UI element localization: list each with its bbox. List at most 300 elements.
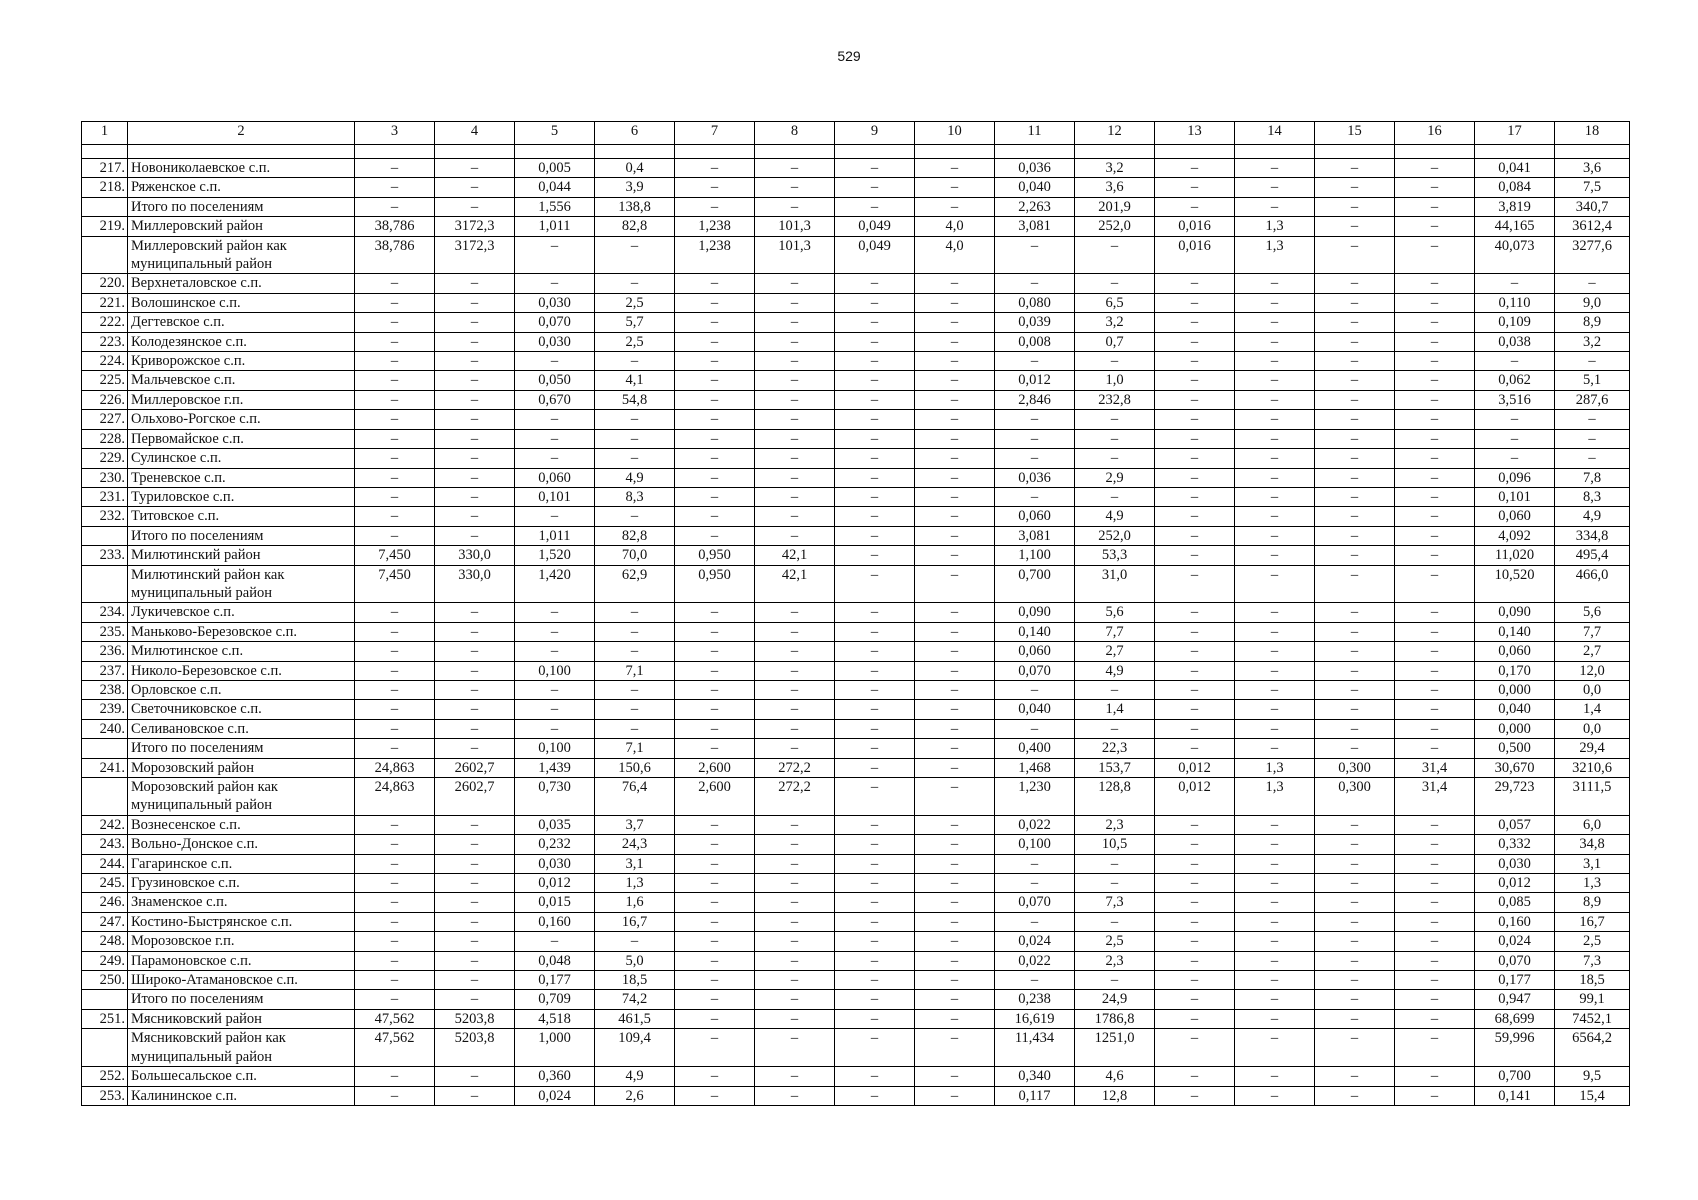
- value-cell: –: [1315, 893, 1395, 912]
- value-cell: –: [1235, 854, 1315, 873]
- value-cell: –: [1315, 642, 1395, 661]
- value-cell: –: [1155, 912, 1235, 931]
- settlement-name-cell: Костино-Быстрянское с.п.: [128, 912, 355, 931]
- value-cell: 0,700: [1475, 1067, 1555, 1086]
- value-cell: 2,3: [1075, 951, 1155, 970]
- value-cell: –: [835, 159, 915, 178]
- value-cell: 1,100: [995, 546, 1075, 565]
- value-cell: 232,8: [1075, 390, 1155, 409]
- value-cell: –: [995, 236, 1075, 274]
- value-cell: 0,060: [1475, 642, 1555, 661]
- value-cell: –: [755, 526, 835, 545]
- value-cell: –: [755, 1086, 835, 1105]
- value-cell: –: [1395, 507, 1475, 526]
- value-cell: 0,117: [995, 1086, 1075, 1105]
- table-row: [82, 971, 1630, 990]
- value-cell: 5,6: [1555, 603, 1630, 622]
- value-cell: –: [355, 603, 435, 622]
- value-cell: 0,012: [995, 371, 1075, 390]
- value-cell: –: [995, 854, 1075, 873]
- value-cell: –: [1155, 313, 1235, 332]
- value-cell: 4,1: [595, 371, 675, 390]
- column-header: 7: [675, 122, 755, 145]
- value-cell: –: [1075, 680, 1155, 699]
- value-cell: 31,4: [1395, 778, 1475, 816]
- value-cell: –: [915, 487, 995, 506]
- value-cell: –: [915, 778, 995, 816]
- value-cell: –: [515, 622, 595, 641]
- table-row: [82, 990, 1630, 1009]
- value-cell: –: [1155, 526, 1235, 545]
- value-cell: –: [355, 178, 435, 197]
- value-cell: –: [1395, 197, 1475, 216]
- table-row: [82, 893, 1630, 912]
- value-cell: –: [835, 778, 915, 816]
- row-number-cell: 227.: [82, 410, 128, 429]
- value-cell: –: [1315, 390, 1395, 409]
- table-row: [82, 1086, 1630, 1105]
- spacer-cell: [82, 145, 128, 159]
- value-cell: –: [1235, 410, 1315, 429]
- value-cell: –: [915, 332, 995, 351]
- value-cell: –: [355, 661, 435, 680]
- value-cell: 4,092: [1475, 526, 1555, 545]
- column-header: 12: [1075, 122, 1155, 145]
- table-row: [82, 546, 1630, 565]
- row-number-cell: [82, 990, 128, 1009]
- row-number-cell: 238.: [82, 680, 128, 699]
- value-cell: –: [1395, 313, 1475, 332]
- value-cell: –: [915, 854, 995, 873]
- value-cell: –: [835, 893, 915, 912]
- value-cell: –: [515, 352, 595, 371]
- value-cell: 0,141: [1475, 1086, 1555, 1105]
- value-cell: –: [355, 487, 435, 506]
- value-cell: 0,044: [515, 178, 595, 197]
- value-cell: –: [1315, 700, 1395, 719]
- value-cell: –: [595, 932, 675, 951]
- value-cell: –: [595, 449, 675, 468]
- value-cell: –: [1395, 622, 1475, 641]
- value-cell: 7,7: [1555, 622, 1630, 641]
- value-cell: –: [1315, 468, 1395, 487]
- value-cell: –: [1235, 700, 1315, 719]
- value-cell: –: [1315, 546, 1395, 565]
- value-cell: –: [1155, 1009, 1235, 1028]
- value-cell: –: [355, 313, 435, 332]
- value-cell: –: [355, 371, 435, 390]
- value-cell: –: [435, 178, 515, 197]
- value-cell: –: [355, 449, 435, 468]
- value-cell: –: [915, 642, 995, 661]
- row-number-cell: 246.: [82, 893, 128, 912]
- table-row: [82, 739, 1630, 758]
- column-header: 4: [435, 122, 515, 145]
- settlement-name-cell: Светочниковское с.п.: [128, 700, 355, 719]
- value-cell: –: [755, 293, 835, 312]
- value-cell: 0,085: [1475, 893, 1555, 912]
- settlement-name-cell: Ольхово-Рогское с.п.: [128, 410, 355, 429]
- value-cell: 0,022: [995, 951, 1075, 970]
- value-cell: 5203,8: [435, 1029, 515, 1067]
- settlement-name-cell: Гагаринское с.п.: [128, 854, 355, 873]
- value-cell: 1,520: [515, 546, 595, 565]
- value-cell: 2,9: [1075, 468, 1155, 487]
- value-cell: –: [835, 526, 915, 545]
- settlement-name-cell: Милютинское с.п.: [128, 642, 355, 661]
- value-cell: 4,9: [1075, 507, 1155, 526]
- row-number-cell: [82, 526, 128, 545]
- row-number-cell: 236.: [82, 642, 128, 661]
- value-cell: 24,9: [1075, 990, 1155, 1009]
- table-row: [82, 526, 1630, 545]
- column-number-row: [82, 122, 1630, 145]
- value-cell: –: [915, 274, 995, 293]
- value-cell: 3,2: [1075, 159, 1155, 178]
- value-cell: –: [515, 274, 595, 293]
- value-cell: 0,040: [995, 178, 1075, 197]
- value-cell: –: [355, 835, 435, 854]
- value-cell: 38,786: [355, 236, 435, 274]
- table-row: [82, 487, 1630, 506]
- value-cell: –: [1235, 932, 1315, 951]
- value-cell: –: [675, 429, 755, 448]
- value-cell: –: [1155, 1029, 1235, 1067]
- value-cell: –: [595, 429, 675, 448]
- value-cell: –: [835, 390, 915, 409]
- row-number-cell: 242.: [82, 815, 128, 834]
- settlement-name-cell: Волошинское с.п.: [128, 293, 355, 312]
- row-number-cell: 228.: [82, 429, 128, 448]
- value-cell: 0,096: [1475, 468, 1555, 487]
- value-cell: –: [1315, 487, 1395, 506]
- value-cell: –: [1075, 429, 1155, 448]
- value-cell: –: [675, 507, 755, 526]
- value-cell: –: [1395, 874, 1475, 893]
- value-cell: –: [1315, 815, 1395, 834]
- column-header: 9: [835, 122, 915, 145]
- value-cell: –: [595, 603, 675, 622]
- value-cell: –: [1235, 313, 1315, 332]
- value-cell: 0,109: [1475, 313, 1555, 332]
- value-cell: 0,950: [675, 565, 755, 603]
- value-cell: –: [1155, 603, 1235, 622]
- value-cell: –: [1155, 507, 1235, 526]
- value-cell: 252,0: [1075, 217, 1155, 236]
- settlement-name-cell: Верхнеталовское с.п.: [128, 274, 355, 293]
- settlement-name-cell: Мясниковский район как муниципальный район: [128, 1029, 355, 1067]
- value-cell: 2,5: [595, 293, 675, 312]
- value-cell: 24,863: [355, 778, 435, 816]
- value-cell: –: [1315, 1029, 1395, 1067]
- value-cell: 0,084: [1475, 178, 1555, 197]
- value-cell: 0,030: [515, 293, 595, 312]
- value-cell: –: [1395, 468, 1475, 487]
- value-cell: –: [1155, 932, 1235, 951]
- value-cell: –: [835, 603, 915, 622]
- value-cell: 0,012: [1155, 758, 1235, 777]
- value-cell: –: [1075, 487, 1155, 506]
- settlement-name-cell: Миллеровское г.п.: [128, 390, 355, 409]
- value-cell: 101,3: [755, 236, 835, 274]
- value-cell: 1,0: [1075, 371, 1155, 390]
- value-cell: –: [1235, 603, 1315, 622]
- row-number-cell: 235.: [82, 622, 128, 641]
- value-cell: –: [1075, 874, 1155, 893]
- value-cell: –: [835, 274, 915, 293]
- value-cell: –: [1315, 332, 1395, 351]
- value-cell: 128,8: [1075, 778, 1155, 816]
- value-cell: –: [515, 410, 595, 429]
- value-cell: 99,1: [1555, 990, 1630, 1009]
- settlement-name-cell: Итого по поселениям: [128, 197, 355, 216]
- value-cell: 3612,4: [1555, 217, 1630, 236]
- value-cell: –: [355, 815, 435, 834]
- row-number-cell: 252.: [82, 1067, 128, 1086]
- value-cell: –: [595, 410, 675, 429]
- value-cell: –: [1235, 661, 1315, 680]
- value-cell: –: [1075, 236, 1155, 274]
- value-cell: –: [675, 912, 755, 931]
- value-cell: –: [1395, 565, 1475, 603]
- value-cell: 7,7: [1075, 622, 1155, 641]
- value-cell: –: [1315, 274, 1395, 293]
- value-cell: –: [1475, 449, 1555, 468]
- value-cell: –: [835, 178, 915, 197]
- value-cell: –: [675, 854, 755, 873]
- value-cell: 1,3: [1235, 217, 1315, 236]
- value-cell: 0,500: [1475, 739, 1555, 758]
- value-cell: –: [1395, 332, 1475, 351]
- table-row: [82, 874, 1630, 893]
- value-cell: –: [435, 661, 515, 680]
- settlement-name-cell: Итого по поселениям: [128, 739, 355, 758]
- value-cell: 3172,3: [435, 217, 515, 236]
- value-cell: –: [675, 313, 755, 332]
- value-cell: 0,035: [515, 815, 595, 834]
- value-cell: 0,005: [515, 159, 595, 178]
- value-cell: –: [1235, 507, 1315, 526]
- settlement-name-cell: Морозовский район: [128, 758, 355, 777]
- value-cell: 62,9: [595, 565, 675, 603]
- value-cell: –: [515, 680, 595, 699]
- spacer-cell: [835, 145, 915, 159]
- row-number-cell: 224.: [82, 352, 128, 371]
- value-cell: –: [995, 680, 1075, 699]
- value-cell: –: [1315, 352, 1395, 371]
- value-cell: –: [675, 1067, 755, 1086]
- value-cell: –: [915, 680, 995, 699]
- value-cell: –: [1315, 565, 1395, 603]
- value-cell: –: [755, 410, 835, 429]
- row-number-cell: 250.: [82, 971, 128, 990]
- value-cell: 1,556: [515, 197, 595, 216]
- settlement-name-cell: Вольно-Донское с.п.: [128, 835, 355, 854]
- value-cell: –: [435, 468, 515, 487]
- value-cell: 1,420: [515, 565, 595, 603]
- row-number-cell: 225.: [82, 371, 128, 390]
- value-cell: –: [515, 236, 595, 274]
- value-cell: –: [355, 159, 435, 178]
- value-cell: –: [755, 603, 835, 622]
- value-cell: 0,709: [515, 990, 595, 1009]
- value-cell: 2,5: [595, 332, 675, 351]
- value-cell: 330,0: [435, 546, 515, 565]
- value-cell: –: [1235, 642, 1315, 661]
- value-cell: 4,9: [1555, 507, 1630, 526]
- value-cell: –: [755, 622, 835, 641]
- value-cell: –: [1555, 352, 1630, 371]
- value-cell: 252,0: [1075, 526, 1155, 545]
- value-cell: –: [355, 680, 435, 699]
- value-cell: 82,8: [595, 526, 675, 545]
- value-cell: –: [1155, 429, 1235, 448]
- value-cell: 59,996: [1475, 1029, 1555, 1067]
- value-cell: –: [435, 274, 515, 293]
- value-cell: 10,5: [1075, 835, 1155, 854]
- value-cell: 2,6: [595, 1086, 675, 1105]
- value-cell: –: [915, 719, 995, 738]
- value-cell: 8,3: [595, 487, 675, 506]
- value-cell: –: [1395, 217, 1475, 236]
- value-cell: –: [1395, 159, 1475, 178]
- table-row: [82, 719, 1630, 738]
- value-cell: –: [755, 854, 835, 873]
- value-cell: –: [755, 680, 835, 699]
- settlement-name-cell: Титовское с.п.: [128, 507, 355, 526]
- value-cell: –: [675, 390, 755, 409]
- row-number-cell: 231.: [82, 487, 128, 506]
- column-header: 18: [1555, 122, 1630, 145]
- value-cell: –: [1555, 429, 1630, 448]
- value-cell: –: [435, 642, 515, 661]
- value-cell: –: [1395, 912, 1475, 931]
- table-row: [82, 293, 1630, 312]
- table-row: [82, 507, 1630, 526]
- value-cell: –: [355, 332, 435, 351]
- value-cell: –: [1075, 449, 1155, 468]
- value-cell: –: [835, 293, 915, 312]
- value-cell: 16,7: [595, 912, 675, 931]
- row-number-cell: 245.: [82, 874, 128, 893]
- table-row: [82, 661, 1630, 680]
- value-cell: –: [835, 835, 915, 854]
- settlement-name-cell: Милютинский район как муниципальный район: [128, 565, 355, 603]
- value-cell: 0,100: [995, 835, 1075, 854]
- value-cell: 5,1: [1555, 371, 1630, 390]
- value-cell: 2602,7: [435, 758, 515, 777]
- value-cell: –: [915, 565, 995, 603]
- value-cell: –: [675, 293, 755, 312]
- value-cell: 5203,8: [435, 1009, 515, 1028]
- value-cell: 0,101: [1475, 487, 1555, 506]
- value-cell: 0,036: [995, 468, 1075, 487]
- value-cell: –: [435, 912, 515, 931]
- table-row: [82, 236, 1630, 274]
- value-cell: 1,3: [1235, 236, 1315, 274]
- value-cell: –: [435, 719, 515, 738]
- value-cell: 24,863: [355, 758, 435, 777]
- value-cell: 0,024: [515, 1086, 595, 1105]
- row-number-cell: 237.: [82, 661, 128, 680]
- spacer-cell: [515, 145, 595, 159]
- value-cell: –: [835, 739, 915, 758]
- value-cell: –: [1395, 990, 1475, 1009]
- value-cell: –: [355, 971, 435, 990]
- value-cell: 4,0: [915, 217, 995, 236]
- value-cell: –: [915, 507, 995, 526]
- value-cell: 0,050: [515, 371, 595, 390]
- value-cell: –: [1155, 854, 1235, 873]
- value-cell: –: [355, 874, 435, 893]
- value-cell: 0,950: [675, 546, 755, 565]
- spacer-cell: [1315, 145, 1395, 159]
- value-cell: –: [675, 1029, 755, 1067]
- value-cell: –: [1155, 468, 1235, 487]
- column-header: 14: [1235, 122, 1315, 145]
- value-cell: –: [675, 410, 755, 429]
- value-cell: –: [755, 274, 835, 293]
- value-cell: 82,8: [595, 217, 675, 236]
- value-cell: –: [915, 371, 995, 390]
- value-cell: 0,7: [1075, 332, 1155, 351]
- value-cell: –: [915, 912, 995, 931]
- value-cell: 16,619: [995, 1009, 1075, 1028]
- value-cell: 1,6: [595, 893, 675, 912]
- value-cell: –: [1555, 274, 1630, 293]
- value-cell: –: [1235, 912, 1315, 931]
- value-cell: –: [1235, 1009, 1315, 1028]
- value-cell: 31,0: [1075, 565, 1155, 603]
- value-cell: –: [435, 352, 515, 371]
- value-cell: –: [595, 352, 675, 371]
- value-cell: 3,1: [1555, 854, 1630, 873]
- value-cell: –: [1475, 429, 1555, 448]
- value-cell: 0,000: [1475, 680, 1555, 699]
- value-cell: –: [1235, 274, 1315, 293]
- value-cell: 0,090: [1475, 603, 1555, 622]
- page-number: 529: [837, 48, 861, 64]
- settlement-name-cell: Криворожское с.п.: [128, 352, 355, 371]
- value-cell: 0,016: [1155, 236, 1235, 274]
- value-cell: 0,012: [515, 874, 595, 893]
- value-cell: –: [995, 410, 1075, 429]
- value-cell: 15,4: [1555, 1086, 1630, 1105]
- value-cell: –: [1235, 352, 1315, 371]
- value-cell: –: [1555, 449, 1630, 468]
- settlement-name-cell: Парамоновское с.п.: [128, 951, 355, 970]
- value-cell: 0,0: [1555, 680, 1630, 699]
- value-cell: –: [915, 410, 995, 429]
- value-cell: –: [835, 1067, 915, 1086]
- value-cell: 1,238: [675, 236, 755, 274]
- value-cell: 0,012: [1475, 874, 1555, 893]
- value-cell: 0,062: [1475, 371, 1555, 390]
- value-cell: –: [1235, 622, 1315, 641]
- value-cell: 495,4: [1555, 546, 1630, 565]
- value-cell: –: [755, 449, 835, 468]
- value-cell: –: [515, 603, 595, 622]
- value-cell: –: [355, 1086, 435, 1105]
- row-number-cell: 223.: [82, 332, 128, 351]
- value-cell: 5,7: [595, 313, 675, 332]
- value-cell: –: [835, 468, 915, 487]
- value-cell: –: [1235, 1086, 1315, 1105]
- value-cell: 11,434: [995, 1029, 1075, 1067]
- value-cell: –: [1315, 1067, 1395, 1086]
- row-number-cell: 249.: [82, 951, 128, 970]
- column-header: 11: [995, 122, 1075, 145]
